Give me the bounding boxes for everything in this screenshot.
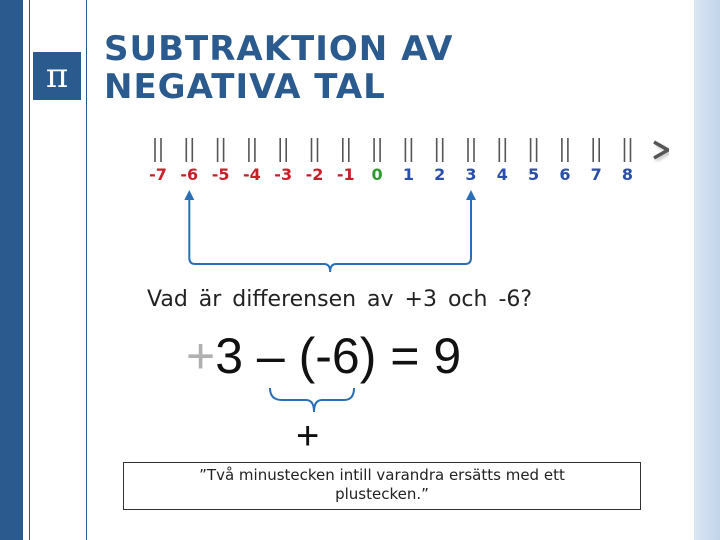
equation-body: 3 – (-6) = 9 — [215, 328, 462, 384]
number-line-diagram — [110, 128, 680, 278]
number-line-labels — [149, 165, 633, 184]
number-line-label: 7 — [590, 165, 602, 184]
number-line-label: 8 — [621, 165, 634, 184]
bracket-arrowhead — [466, 190, 476, 200]
number-line-label: -1 — [336, 165, 355, 184]
number-line-label: -3 — [274, 165, 293, 184]
equation — [186, 326, 461, 386]
question-text: Vad är differensen av +3 och -6? — [147, 287, 533, 312]
number-line-label: 5 — [528, 165, 540, 184]
number-line-label: -5 — [211, 165, 230, 184]
left-divider-line-2 — [86, 0, 87, 540]
pi-symbol: π — [45, 56, 69, 96]
rule-note-line1: ”Två minustecken intill varandra ersätts med ett — [199, 466, 565, 484]
difference-bracket — [189, 194, 471, 272]
minus-pair-brace-path — [270, 388, 354, 412]
bracket-arrowhead — [184, 190, 194, 200]
slide-title — [104, 30, 453, 106]
right-gradient-bar — [694, 0, 720, 540]
number-line-label: 2 — [434, 165, 446, 184]
plus-result-sign: + — [296, 414, 320, 458]
number-line-label: -6 — [180, 165, 199, 184]
number-line-label: 1 — [402, 165, 414, 184]
number-line-label: 0 — [371, 165, 383, 184]
left-divider-line — [29, 0, 30, 540]
slide-title-line1: SUBTRAKTION AV — [104, 29, 454, 69]
equation-plus-sign: + — [186, 328, 216, 384]
number-line-label: 3 — [465, 165, 477, 184]
pi-icon — [33, 52, 81, 100]
number-line-label: -7 — [149, 165, 167, 184]
number-line-label: 6 — [559, 165, 571, 184]
rule-note-line2: plustecken.” — [335, 485, 429, 503]
slide-title-line2: NEGATIVA TAL — [104, 67, 386, 107]
number-line-label: 4 — [496, 165, 508, 184]
left-sidebar-bar — [0, 0, 23, 540]
rule-note-box — [123, 462, 641, 510]
number-line-label: -4 — [243, 165, 261, 184]
number-line-label: -2 — [305, 165, 324, 184]
